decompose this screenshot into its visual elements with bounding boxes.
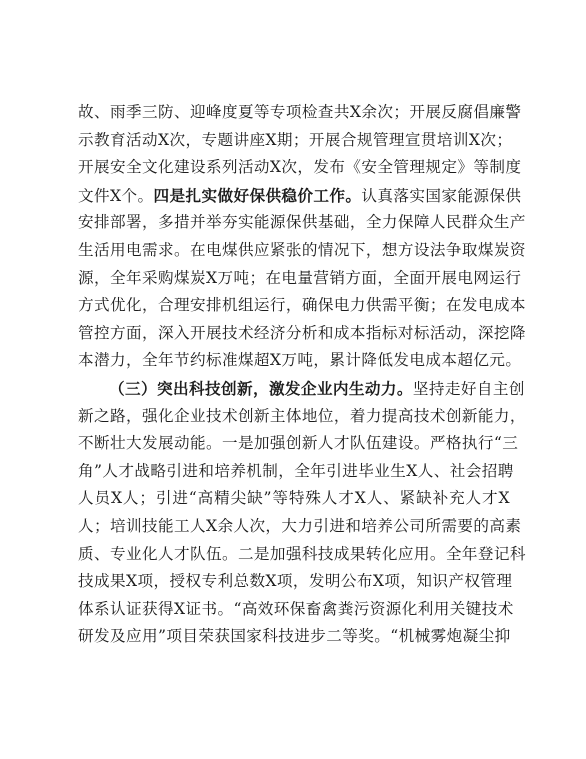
text-line: 研发及应用”项目荣获国家科技进步二等奖。“机械雾炮凝尘抑 [78,627,511,646]
body-text [78,99,526,651]
text-line: 人；培训技能工人X余人次，大力引进和培养公司所需要的高素 [78,516,522,535]
text-line: 管控方面，深入开展技术经济分析和成本指标对标活动，深挖降 [78,323,526,342]
text-line: 方式优化，合理安排机组运行，确保电力供需平衡；在发电成本 [78,296,526,315]
text-line: 本潜力，全年节约标准煤超X万吨，累计降低发电成本超亿元。 [78,351,522,370]
section-heading-line [78,375,525,403]
text-line: 示教育活动X次，专题讲座X期；开展合规管理宣贯培训X次； [78,130,513,149]
text-line: 角”人才战略引进和培养机制，全年引进毕业生X人、社会招聘 [78,461,514,480]
text-line: 源，全年采购煤炭X万吨；在电量营销方面，全面开展电网运行 [78,268,522,287]
section-heading: （三）突出科技创新，激发企业内生动力。 [109,378,413,398]
text-run: 文件X个。 [78,186,154,205]
text-run: 坚持走好自主创 [412,379,525,398]
text-run: 认真落实国家能源保供 [361,186,522,205]
text-line: 新之路，强化企业技术创新主体地位，着力提高技术创新能力， [78,406,526,425]
text-line: 生活用电需求。在电煤供应紧张的情况下，想方设法争取煤炭资 [78,240,526,259]
text-line: 故、雨季三防、迎峰度夏等专项检查共X余次；开展反腐倡廉警 [78,103,522,121]
text-line: 技成果X项，授权专利总数X项，发明公布X项，知识产权管理 [78,572,513,591]
text-line: 不断壮大发展动能。一是加强创新人才队伍建设。严格执行“三 [78,434,519,453]
text-line: 人员X人；引进“高精尖缺”等特殊人才X人、紧缺补充人才X [78,489,510,508]
text-line: 开展安全文化建设系列活动X次，发布《安全管理规定》等制度 [78,158,522,177]
text-line: 体系认证获得X证书。“高效环保畜禽粪污资源化利用关键技术 [78,599,514,618]
text-line: 安排部署，多措并举夯实能源保供基础，全力保障人民群众生产 [78,213,526,232]
text-line: 质、专业化人才队伍。二是加强科技成果转化应用。全年登记科 [78,544,526,563]
text-line [78,182,522,210]
bold-heading: 四是扎实做好保供稳价工作。 [153,185,362,205]
